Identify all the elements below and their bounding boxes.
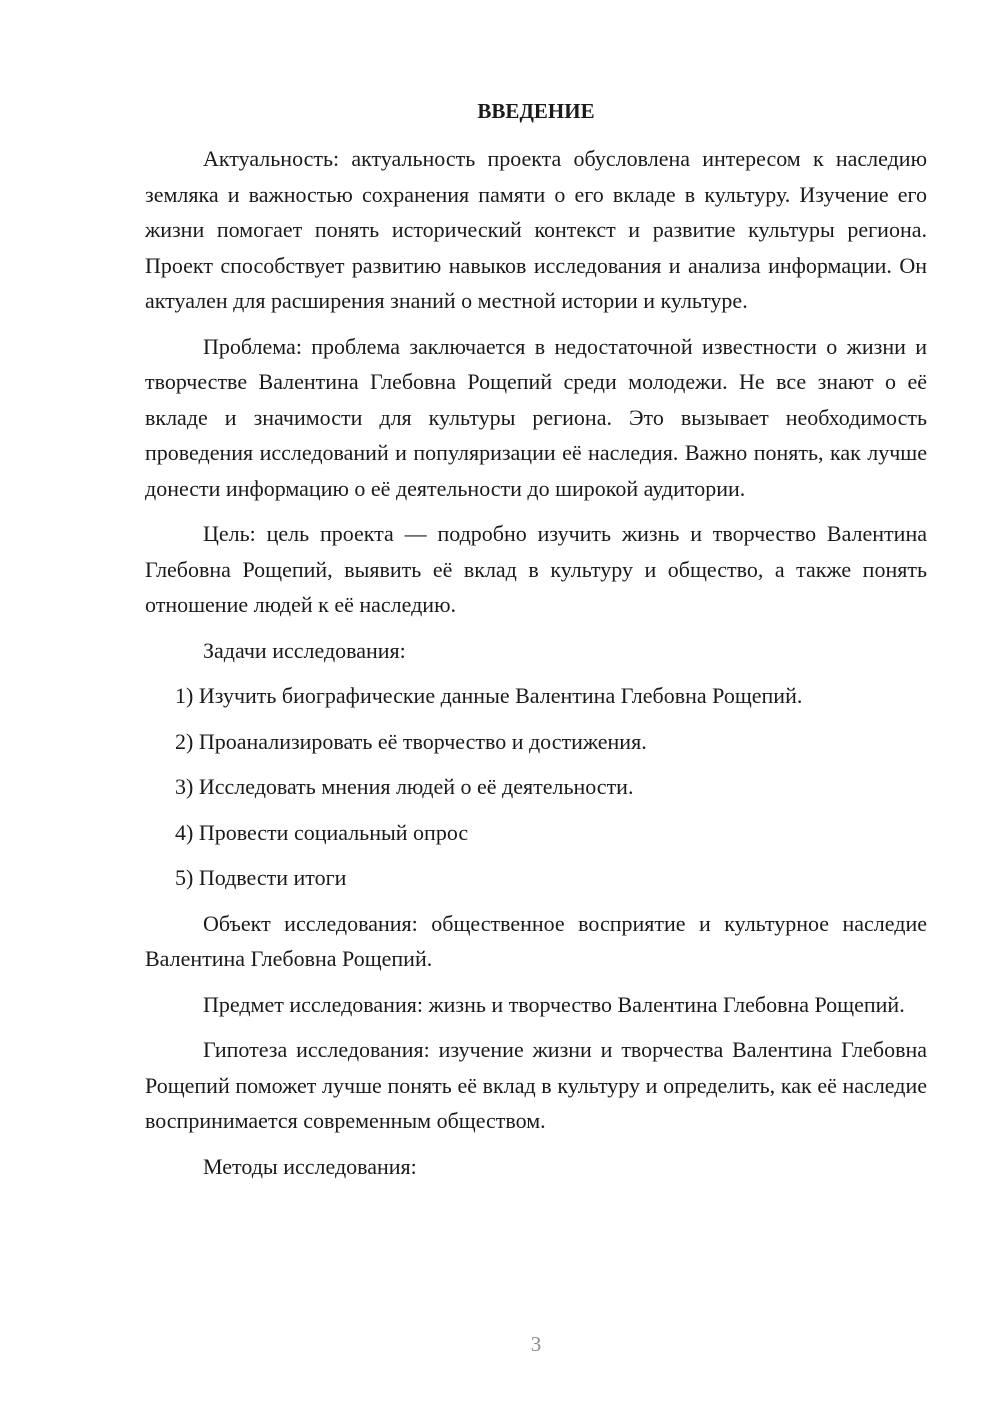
task-item-2: 2) Проанализировать её творчество и достижения. [175,728,647,754]
relevance-paragraph: Актуальность: актуальность проекта обусловлена интересом к наследию земляка и важностью сохранения памяти о его вкладе в культуру. Изучение его жизни помогает понять исторический контекст и развитие культуры региона. Проект способствует развитию навыков исследования и анализа информации. Он актуален для расширения знаний о местной истории и культуре. [145,146,927,313]
hypothesis-paragraph: Гипотеза исследования: изучение жизни и творчества Валентина Глебовна Рощепий поможет лучше понять её вклад в культуру и определить, как её наследие воспринимается современным обществом. [145,1037,927,1133]
goal-paragraph: Цель: цель проекта — подробно изучить жизнь и творчество Валентина Глебовна Рощепий, выявить её вклад в культуру и общество, а также понять отношение людей к её наследию. [145,521,927,617]
task-item-1: 1) Изучить биографические данные Валентина Глебовна Рощепий. [175,683,803,708]
task-item-5: 5) Подвести итоги [175,865,347,890]
problem-paragraph: Проблема: проблема заключается в недостаточной известности о жизни и творчестве Валентина Глебовна Рощепий среди молодежи. Не все знают о её вкладе и значимости для культуры региона. Это вызывает необходимость проведения исследований и популяризации её наследия. Важно понять, как лучше донести информацию о её деятельности до широкой аудитории. [145,333,927,501]
task-item-4: 4) Провести социальный опрос [175,819,469,845]
document-body [145,141,927,1194]
tasks-heading: Задачи исследования: [203,637,406,663]
page-title: ВВЕДЕНИЕ [477,99,595,123]
subject-paragraph: Предмет исследования: жизнь и творчество Валентина Глебовна Рощепий. [203,991,905,1017]
page-number: 3 [530,1332,542,1356]
task-item-3: 3) Исследовать мнения людей о её деятельности. [175,774,634,799]
methods-heading: Методы исследования: [203,1153,417,1179]
object-paragraph: Объект исследования: общественное восприятие и культурное наследие Валентина Глебовна Рощепий. [145,910,927,971]
